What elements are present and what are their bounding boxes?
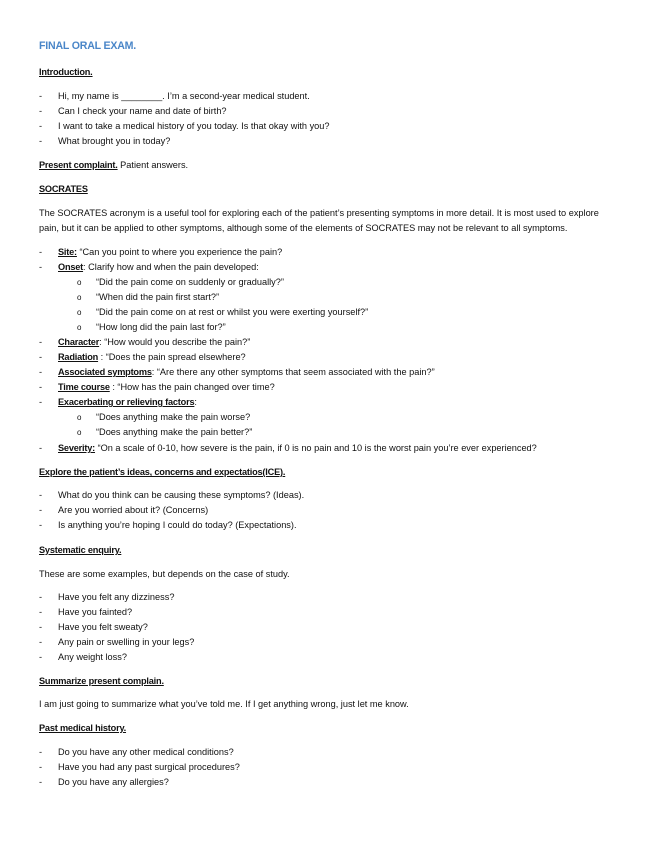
page-title: FINAL ORAL EXAM. [39, 40, 137, 52]
section-heading-summarize: Summarize present complain. [39, 676, 164, 686]
list-item: - Are you worried about it? (Concerns) [39, 505, 209, 515]
section-heading-socrates: SOCRATES [39, 184, 88, 194]
list-item: - Have you fainted? [39, 607, 133, 617]
list-item-character: - Character: “How would you describe the pain?” [39, 337, 251, 347]
list-item-time-course: - Time course : “How has the pain changed over time? [39, 382, 275, 392]
sub-list-item: o “Did the pain come on suddenly or gradually?” [77, 277, 284, 287]
list-item: - Any weight loss? [39, 652, 127, 662]
list-item: - Have you had any past surgical procedures? [39, 762, 240, 772]
present-complaint-line: Present complaint. Patient answers. [39, 160, 189, 170]
section-heading-past-medical-history: Past medical history. [39, 723, 127, 733]
list-item: - Do you have any allergies? [39, 777, 169, 787]
section-heading-ice: Explore the patient’s ideas, concerns and expectatios(ICE). [39, 467, 286, 477]
list-item: - Can I check your name and date of birth? [39, 106, 227, 116]
section-heading-introduction: Introduction. [39, 67, 93, 77]
sub-list-item: o “Does anything make the pain better?” [77, 427, 253, 437]
list-item: - What do you think can be causing these symptoms? (Ideas). [39, 490, 305, 500]
list-item-onset: - Onset: Clarify how and when the pain developed: [39, 262, 259, 272]
sub-list-item: o “Does anything make the pain worse? [77, 412, 251, 422]
socrates-paragraph-line-1: The SOCRATES acronym is a useful tool for exploring each of the patient’s presenting symptoms in more detail. It is most used to explore [39, 208, 599, 218]
sub-list-item: o “Did the pain come on at rest or whilst you were exerting yourself?” [77, 307, 369, 317]
sub-list-item: o “When did the pain first start?” [77, 292, 220, 302]
list-item-associated-symptoms: - Associated symptoms: “Are there any other symptoms that seem associated with the pain?” [39, 367, 435, 377]
list-item: - What brought you in today? [39, 136, 171, 146]
list-item-severity: - Severity: “On a scale of 0-10, how severe is the pain, if 0 is no pain and 10 is the worst pain you’re ever experienced? [39, 443, 537, 453]
section-heading-systematic-enquiry: Systematic enquiry. [39, 545, 122, 555]
section-heading-present-complaint: Present complaint. [39, 160, 118, 170]
list-item-site: - Site: “Can you point to where you experience the pain? [39, 247, 283, 257]
list-item: - Any pain or swelling in your legs? [39, 637, 195, 647]
list-item: - Hi, my name is ________. I’m a second-year medical student. [39, 91, 310, 101]
socrates-paragraph-line-2: pain, but it can be applied to other symptoms, although some of the elements of SOCRATES may not be relevant to all symptoms. [39, 223, 568, 233]
summarize-text: I am just going to summarize what you’ve told me. If I get anything wrong, just let me know. [39, 699, 409, 709]
list-item: - Do you have any other medical conditions? [39, 747, 234, 757]
list-item-exacerbating: - Exacerbating or relieving factors: [39, 397, 197, 407]
systematic-intro: These are some examples, but depends on the case of study. [39, 569, 290, 579]
list-item: - I want to take a medical history of you today. Is that okay with you? [39, 121, 330, 131]
sub-list-item: o “How long did the pain last for?” [77, 322, 226, 332]
list-item: - Is anything you’re hoping I could do today? (Expectations). [39, 520, 297, 530]
list-item-radiation: - Radiation : “Does the pain spread elsewhere? [39, 352, 246, 362]
list-item: - Have you felt any dizziness? [39, 592, 175, 602]
list-item: - Have you felt sweaty? [39, 622, 148, 632]
